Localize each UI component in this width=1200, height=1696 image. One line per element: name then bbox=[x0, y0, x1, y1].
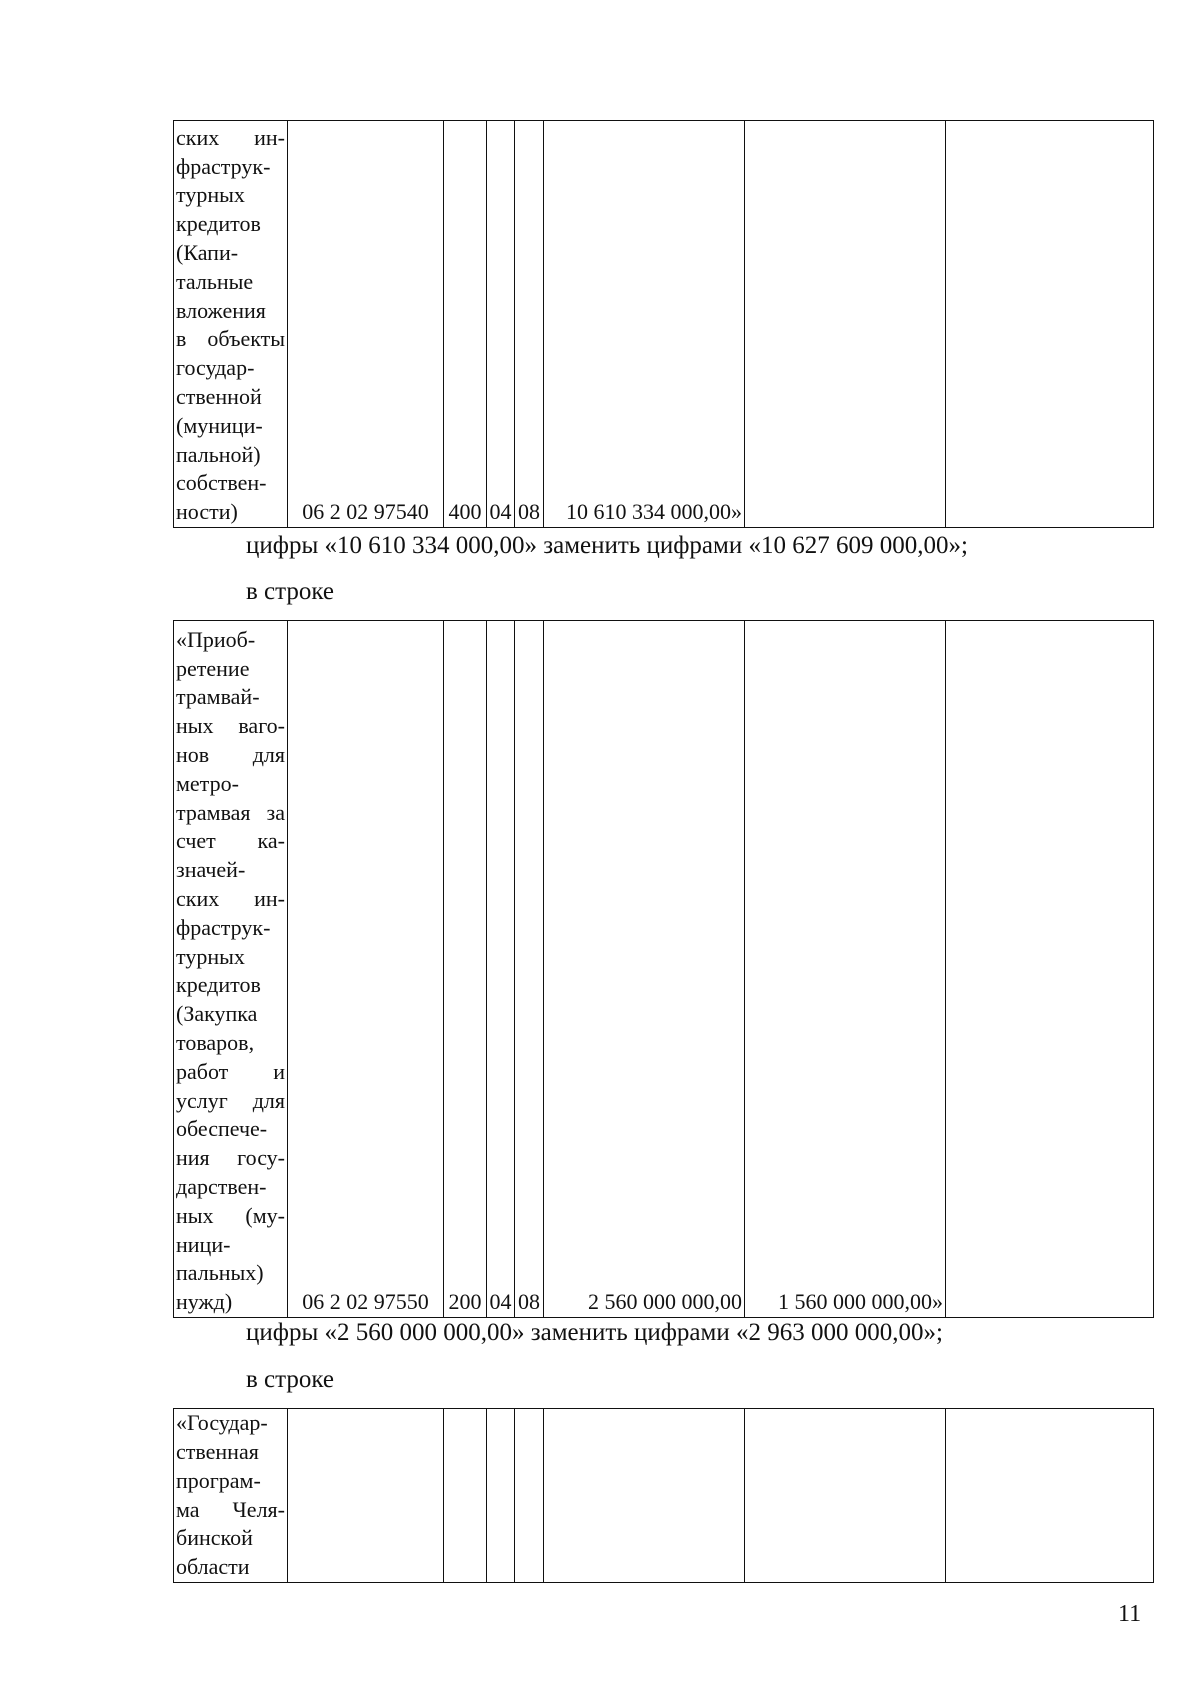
in-row-label-1: в строке bbox=[246, 578, 335, 605]
name-line: дарствен- bbox=[176, 1174, 267, 1200]
name-line: фраструк- bbox=[176, 153, 271, 179]
name-line: фраструк- bbox=[176, 914, 271, 940]
name-line: ма Челя- bbox=[176, 1496, 285, 1522]
name-line: програм- bbox=[176, 1467, 261, 1493]
expense-type-cell: 400 bbox=[444, 121, 487, 528]
name-line: счет ка- bbox=[176, 828, 285, 854]
name-line: (муници- bbox=[176, 412, 263, 438]
expense-type-cell: 200 bbox=[444, 621, 487, 1318]
name-line: ских ин- bbox=[176, 124, 285, 150]
budget-row-table-1 bbox=[173, 120, 1154, 528]
name-line: турных bbox=[176, 943, 245, 969]
name-line: (Капи- bbox=[176, 240, 239, 266]
in-row-label-2: в строке bbox=[246, 1366, 335, 1393]
name-line: услуг для bbox=[176, 1087, 285, 1113]
name-line: ственной bbox=[176, 384, 262, 410]
name-line: значей- bbox=[176, 857, 246, 883]
name-line: ских ин- bbox=[176, 886, 285, 912]
name-line: «Приоб- bbox=[176, 626, 256, 652]
name-line: «Государ- bbox=[176, 1410, 268, 1436]
name-line: бинской bbox=[176, 1525, 253, 1551]
sum-year2-cell bbox=[745, 121, 946, 528]
target-code-cell: 06 2 02 97540 bbox=[288, 121, 444, 528]
name-line: государ- bbox=[176, 355, 255, 381]
table-row bbox=[174, 621, 1154, 1318]
target-code-cell: 06 2 02 97550 bbox=[288, 621, 444, 1318]
name-line: метро- bbox=[176, 770, 239, 796]
name-line: товаров, bbox=[176, 1030, 255, 1056]
target-code-cell bbox=[288, 1409, 444, 1583]
budget-row-table-3 bbox=[173, 1408, 1154, 1583]
name-line: ных ваго- bbox=[176, 713, 285, 739]
page-number: 11 bbox=[1118, 1601, 1142, 1627]
sum-year2-cell: 1 560 000 000,00» bbox=[745, 621, 946, 1318]
name-line: ных (му- bbox=[176, 1202, 285, 1228]
name-line: в объекты bbox=[176, 326, 285, 352]
name-line: обеспече- bbox=[176, 1116, 268, 1142]
sum-year1-cell bbox=[544, 1409, 745, 1583]
name-line: нужд) bbox=[176, 1289, 233, 1315]
expense-type-cell bbox=[444, 1409, 487, 1583]
name-line: пальной) bbox=[176, 441, 261, 467]
name-line: работ и bbox=[176, 1058, 285, 1084]
sum-year3-cell bbox=[946, 121, 1154, 528]
sum-year1-cell: 10 610 334 000,00» bbox=[544, 121, 745, 528]
name-line: нов для bbox=[176, 742, 285, 768]
name-line: вложения bbox=[176, 297, 266, 323]
name-line: ственная bbox=[176, 1439, 259, 1465]
sum-year3-cell bbox=[946, 1409, 1154, 1583]
section-cell: 04 bbox=[487, 621, 515, 1318]
budget-row-table-2 bbox=[173, 620, 1154, 1318]
name-line: кредитов bbox=[176, 211, 261, 237]
table-row bbox=[174, 121, 1154, 528]
sum-year1-cell: 2 560 000 000,00 bbox=[544, 621, 745, 1318]
name-line: турных bbox=[176, 182, 245, 208]
subsection-cell bbox=[515, 1409, 544, 1583]
name-line: кредитов bbox=[176, 972, 261, 998]
name-line: собствен- bbox=[176, 470, 267, 496]
name-line: трамвай- bbox=[176, 684, 260, 710]
replacement-instruction-2: цифры «2 560 000 000,00» заменить цифрами «2 963 000 000,00»; bbox=[246, 1319, 943, 1346]
replacement-instruction-1: цифры «10 610 334 000,00» заменить цифрами «10 627 609 000,00»; bbox=[246, 532, 968, 559]
name-line: (Закупка bbox=[176, 1001, 258, 1027]
name-line: тальные bbox=[176, 268, 254, 294]
row-name-cell bbox=[174, 121, 288, 528]
section-cell bbox=[487, 1409, 515, 1583]
name-line: трамвая за bbox=[176, 799, 285, 825]
name-line: пальных) bbox=[176, 1260, 264, 1286]
subsection-cell: 08 bbox=[515, 621, 544, 1318]
name-line: ния госу- bbox=[176, 1145, 285, 1171]
sum-year2-cell bbox=[745, 1409, 946, 1583]
section-cell: 04 bbox=[487, 121, 515, 528]
name-line: ретение bbox=[176, 655, 250, 681]
name-line: области bbox=[176, 1554, 250, 1580]
row-name-cell bbox=[174, 1409, 288, 1583]
table-row bbox=[174, 1409, 1154, 1583]
name-line: ности) bbox=[176, 499, 238, 525]
sum-year3-cell bbox=[946, 621, 1154, 1318]
row-name-cell bbox=[174, 621, 288, 1318]
subsection-cell: 08 bbox=[515, 121, 544, 528]
name-line: ници- bbox=[176, 1231, 231, 1257]
